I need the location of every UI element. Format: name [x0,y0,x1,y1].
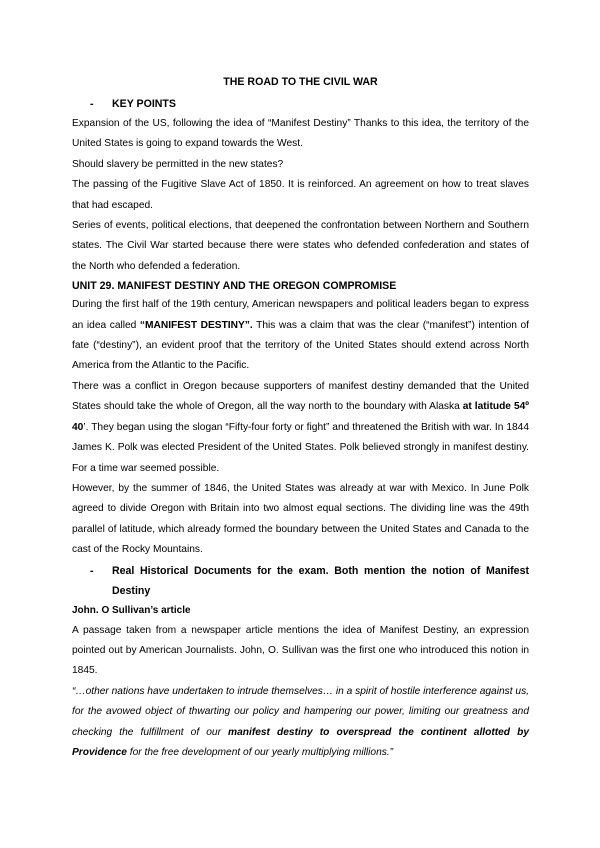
bullet-dash: - [90,98,94,110]
unit-heading: UNIT 29. MANIFEST DESTINY AND THE OREGON COMPROMISE [72,280,397,293]
documents-heading [72,561,529,601]
text-run: There was a conflict in Oregon because supporters of manifest destiny demanded that the United States should take the whole of Oregon, all the way north to the boundary with Alaska [72,380,529,413]
key-points-heading-text: KEY POINTS [112,98,176,110]
key-point-paragraph: Expansion of the US, following the idea of “Manifest Destiny” Thanks to this idea, the territory of the United States is going to expand towards the West. [72,118,529,150]
key-point-paragraph: Series of events, political elections, that deepened the confrontation between Northern and Southern states. The Civil War started because there were states who defended confederation and states of the North who defended a federation. [72,220,529,272]
text-run: This was a claim that was the clear (“manifest”) intention of fate (“destiny”), an evident proof that the territory of the United States should extend across North America from the Atlantic to the Pacific. [72,319,529,372]
key-point-paragraph: The passing of the Fugitive Slave Act of 1850. It is reinforced. An agreement on how to treat slaves that had escaped. [72,179,529,211]
unit-paragraph-1 [72,295,529,377]
document-title: THE ROAD TO THE CIVIL WAR [223,76,378,88]
text-run: for the free development of our yearly multiplying millions.” [126,746,394,758]
text-run: During the first half of the 19th century, American newspapers and political leaders began to express an idea called [72,299,529,331]
documents-heading-text: Real Historical Documents for the exam. Both mention the notion of Manifest Destiny [112,564,529,597]
bullet-dash: - [90,564,94,577]
key-point-paragraph: Should slavery be permitted in the new states? [72,158,284,170]
document-page [72,72,529,763]
text-run: ’. They began using the slogan “Fifty-four forty or fight” and threatened the British with war. In 1844 James K. Polk was elected President of the United States. Polk believed strongly in manifest destiny. For a time war seemed possible. [72,421,529,474]
bold-term: manifest destiny to overspread the continent allotted by Providence [72,726,529,758]
unit-paragraph-2 [72,377,529,479]
key-points-heading [72,94,529,114]
sullivan-quote [72,682,529,764]
unit-paragraph-3: However, by the summer of 1846, the United States was already at war with Mexico. In June Polk agreed to divide Oregon with Britain into two almost equal sections. The dividing line was the 49th parallel of latitude, which already formed the boundary between the United States and Canada to the cast of the Rocky Mountains. [72,482,529,556]
article-paragraph: A passage taken from a newspaper article mentions the idea of Manifest Destiny, an expression pointed out by American Journalists. John, O. Sullivan was the first one who introduced this notion in 1845. [72,624,529,677]
bold-term: “MANIFEST DESTINY”. [139,319,253,331]
bold-term: at latitude 54º 40 [72,401,529,433]
text-run: “…other nations have undertaken to intrude themselves… in a spirit of hostile interference against us, for the avowed object of thwarting our policy and hampering our power, limiting our greatness and checking the fulfillment of our [72,685,529,738]
article-heading: John. O Sullivan’s article [72,604,191,616]
